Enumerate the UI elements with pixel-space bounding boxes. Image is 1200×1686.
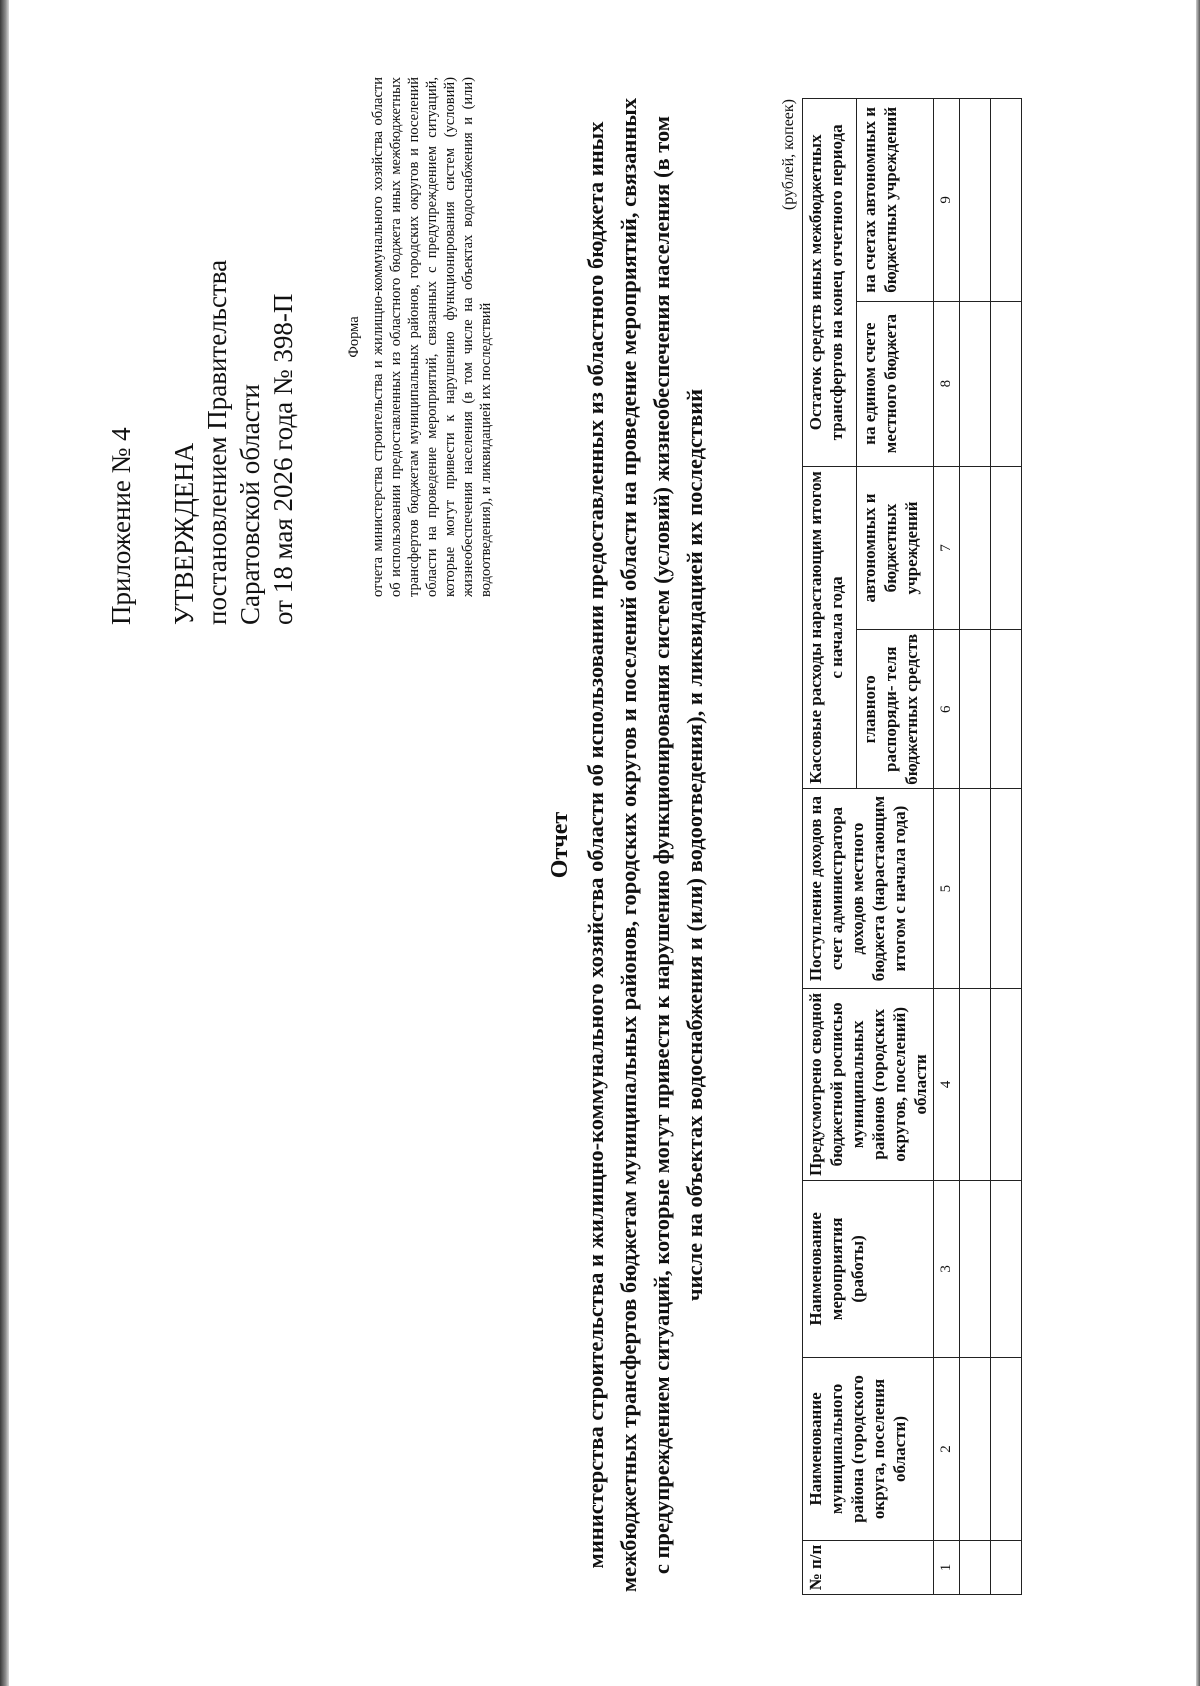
table-cell: [991, 789, 1022, 989]
group-header-balance: Остаток средств иных межбюджетных трансфертов на конец отчетного периода: [803, 99, 857, 467]
form-label: Форма: [346, 316, 362, 358]
table-cell: [991, 99, 1022, 302]
approval-header: [105, 105, 300, 625]
column-number: 7: [934, 466, 960, 630]
col-header-institutions-expenses: автономных и бюджетных учреждений: [856, 466, 933, 630]
table-cell: [960, 1180, 991, 1357]
col-header-revenue: Поступление доходов на счет администратора доходов местного бюджета (нарастающим итогом с начала года): [803, 789, 934, 989]
appendix-number: Приложение № 4: [106, 427, 136, 625]
table-cell: [991, 301, 1022, 466]
table-cell: [960, 99, 991, 302]
col-header-chief-manager: главного распоряди- теля бюджетных средств: [856, 630, 933, 789]
table-row: [991, 99, 1022, 1595]
region-name: Саратовской области: [235, 384, 265, 625]
col-header-activity: Наименование мероприятия (работы): [803, 1180, 934, 1357]
report-table: [802, 98, 1022, 1595]
form-description: отчета министерства строительства и жилищно-коммунального хозяйства области об использовании предоставленных из областного бюджета иных межбюджетных трансфертов бюджетам муниципальных районов, городских округов и поселений области на проведение мероприятий, связанных с предупреждением ситуаций, которые могут привести к нарушению функционирования систем (условий) жизнеобеспечения населения (в том числе на объектах водоснабжения и (или) водоотведения), и ликвидацией их последствий: [370, 77, 494, 597]
table-cell: [960, 466, 991, 630]
col-header-institutions-accounts: на счетах автономных и бюджетных учреждений: [856, 99, 933, 302]
table-cell: [991, 1540, 1022, 1594]
report-heading: [545, 95, 711, 1595]
units-note: (рублей, копеек): [780, 99, 797, 211]
column-number: 2: [934, 1357, 960, 1540]
table-cell: [960, 630, 991, 789]
table-cell: [960, 1357, 991, 1540]
table-cell: [960, 988, 991, 1180]
group-header-expenses: Кассовые расходы нарастающим итогом с начала года: [803, 466, 857, 789]
table-header-row: [803, 99, 857, 1595]
column-number-row: [934, 99, 960, 1595]
column-number: 8: [934, 301, 960, 466]
col-header-number: № п/п: [803, 1540, 934, 1594]
column-number: 5: [934, 789, 960, 989]
table-cell: [960, 1540, 991, 1594]
col-header-planned: Предусмотрено сводной бюджетной росписью муниципальных районов (городских округов, поселений) области: [803, 988, 934, 1180]
col-header-municipality: Наименование муниципального района (городского округа, поселения области): [803, 1357, 934, 1540]
table-cell: [960, 789, 991, 989]
decree-date: от 18 мая 2026 года № 398-П: [268, 293, 298, 625]
col-header-single-account: на едином счете местного бюджета: [856, 301, 933, 466]
scan-edge-right: [1196, 0, 1200, 1686]
approved-by: постановлением Правительства: [202, 259, 232, 625]
column-number: 4: [934, 988, 960, 1180]
approved-label: УТВЕРЖДЕНА: [169, 442, 199, 625]
table-cell: [991, 630, 1022, 789]
column-number: 3: [934, 1180, 960, 1357]
column-number: 1: [934, 1540, 960, 1594]
document-page: [50, 65, 1150, 1625]
table-cell: [991, 988, 1022, 1180]
table-cell: [991, 1180, 1022, 1357]
report-subtitle: министерства строительства и жилищно-коммунального хозяйства области об использовании предоставленных из областного бюджета иных межбюджетных трансфертов бюджетам муниципальных районов, городских округов и поселений области на проведение мероприятий, связанных с предупреждением ситуаций, которые могут привести к нарушению функционирования систем (условий) жизнеобеспечения населения (в том числе на объектах водоснабжения и (или) водоотведения), и ликвидацией их последствий: [583, 97, 707, 1593]
table-cell: [960, 301, 991, 466]
table-cell: [991, 1357, 1022, 1540]
column-number: 6: [934, 630, 960, 789]
table-cell: [991, 466, 1022, 630]
column-number: 9: [934, 99, 960, 302]
table-row: [960, 99, 991, 1595]
report-title: Отчет: [547, 811, 573, 879]
form-block: [345, 77, 495, 597]
scan-edge-left: [0, 0, 9, 1686]
